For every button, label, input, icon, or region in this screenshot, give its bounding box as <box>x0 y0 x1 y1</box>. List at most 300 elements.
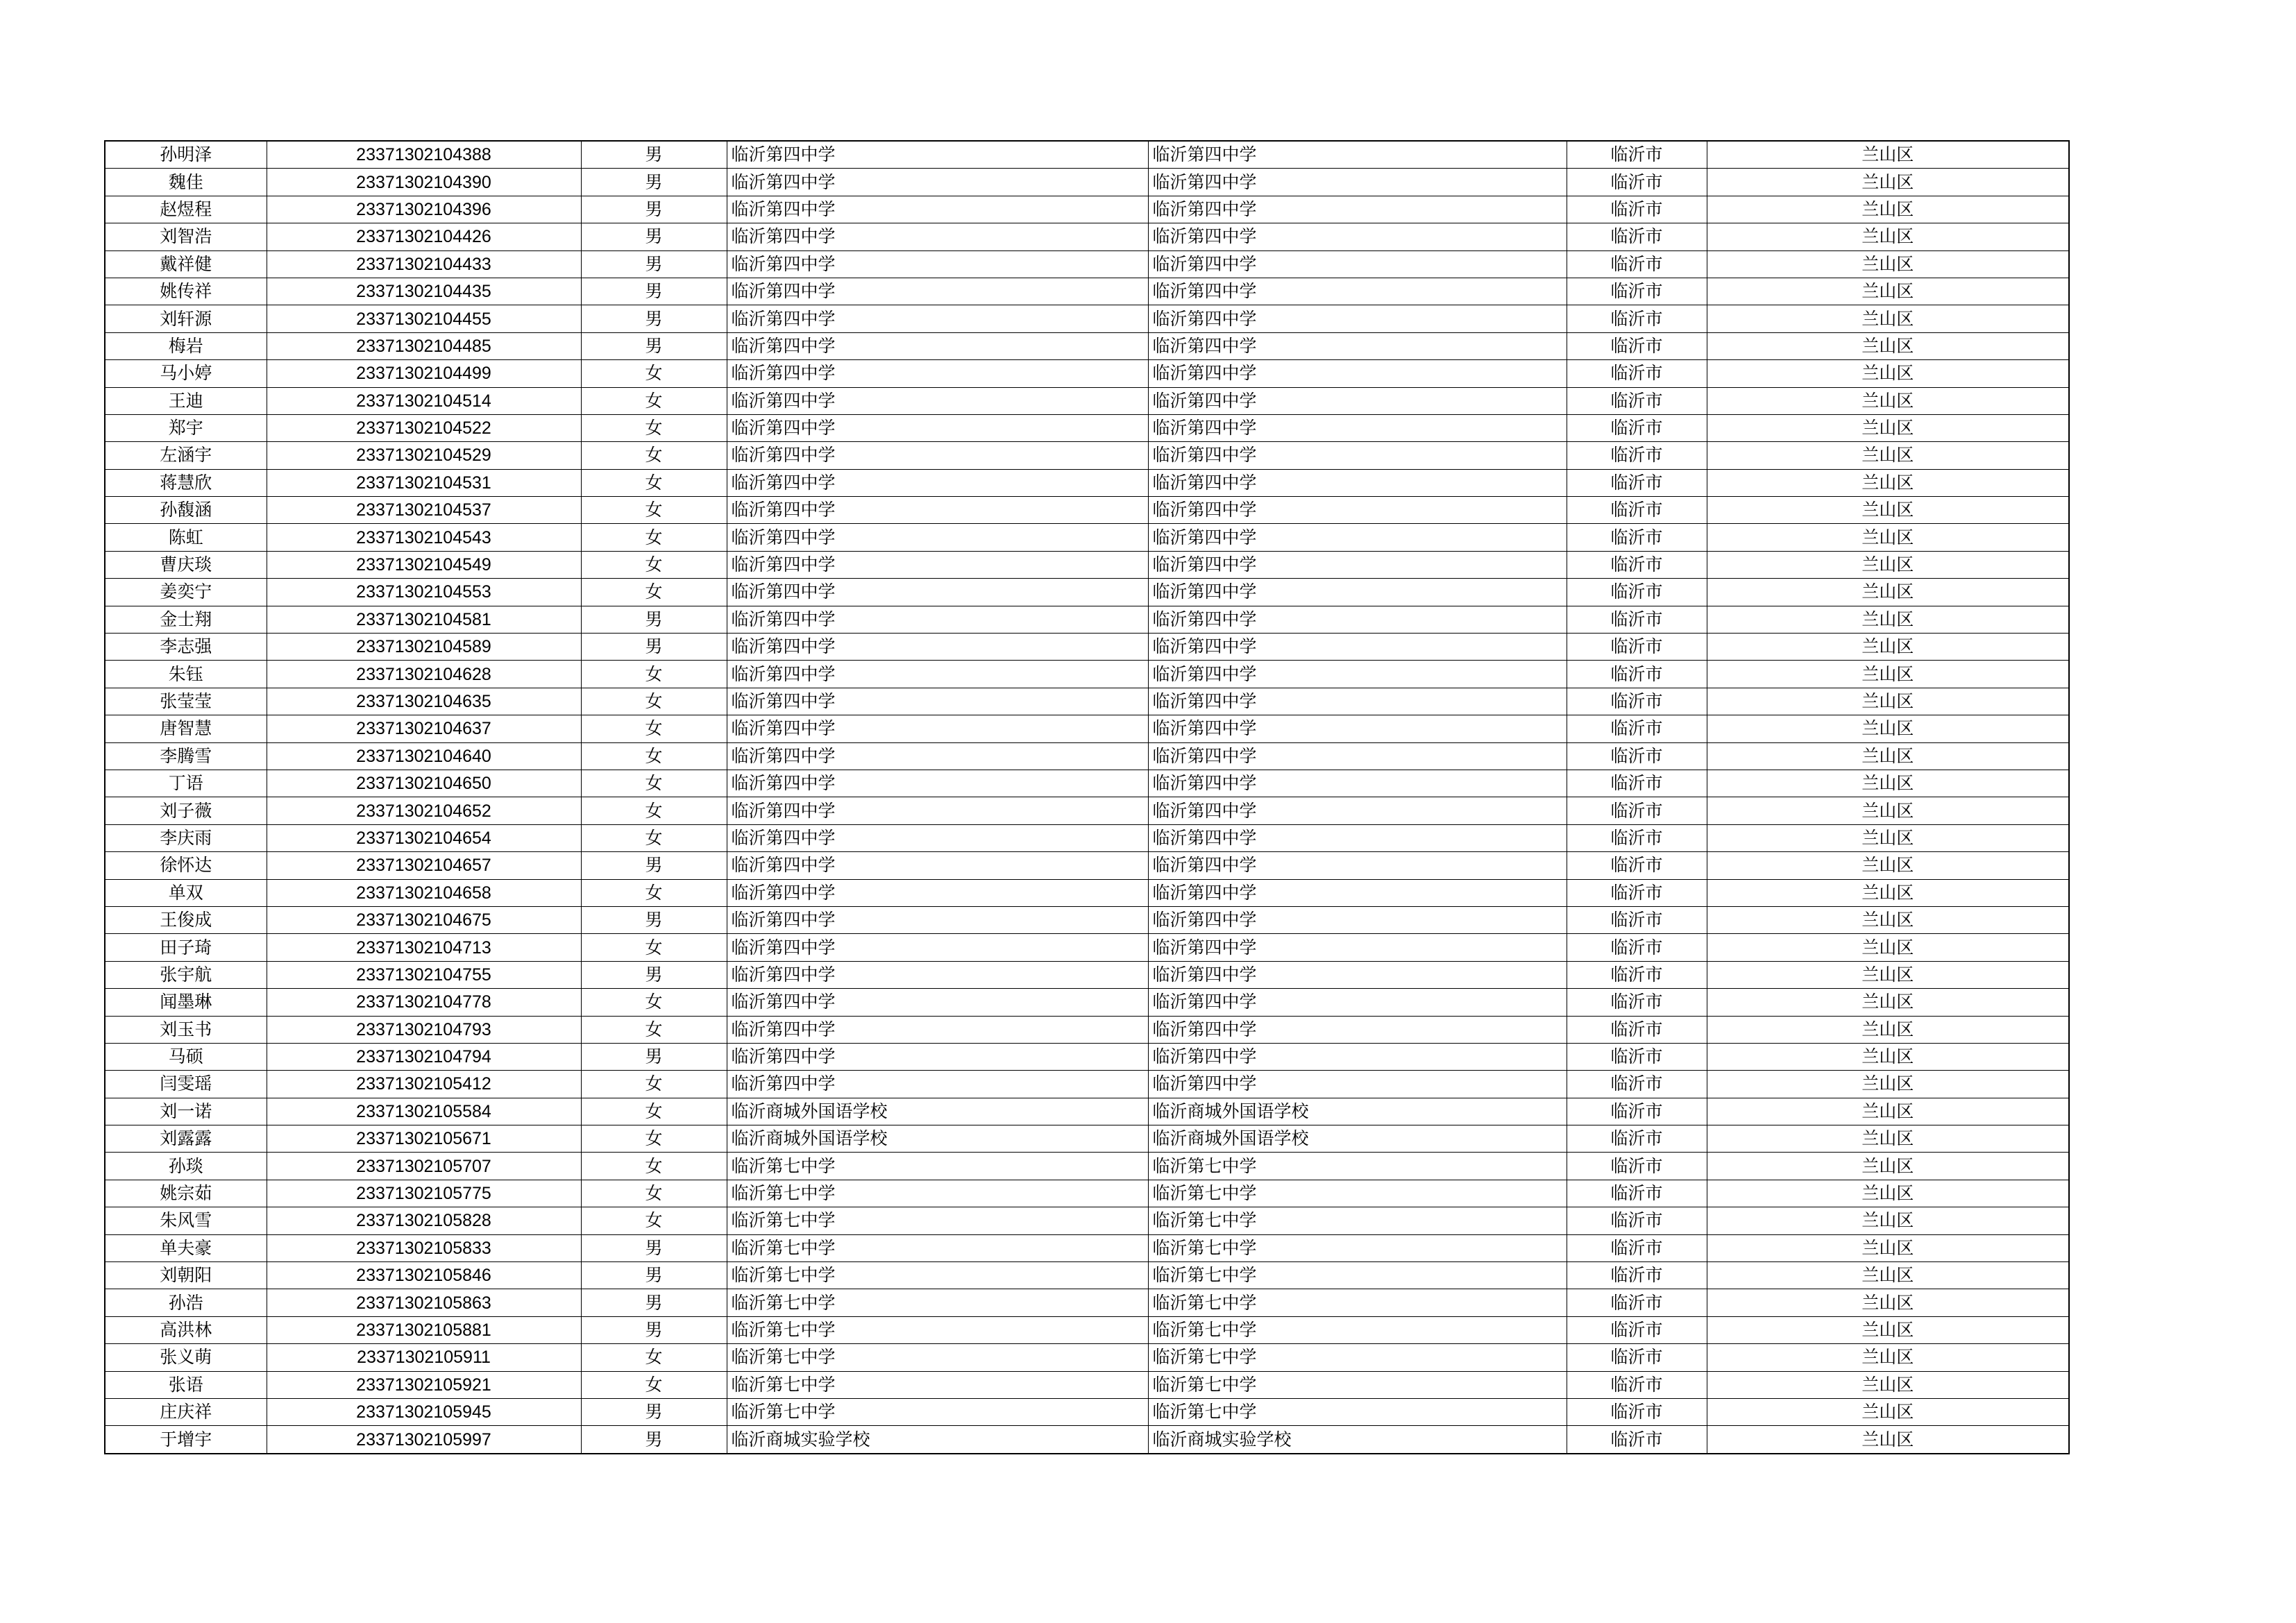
city-cell: 临沂市 <box>1567 770 1707 797</box>
district-cell: 兰山区 <box>1707 824 2069 851</box>
student-name-cell: 庄庆祥 <box>105 1398 267 1425</box>
city-cell: 临沂市 <box>1567 1125 1707 1153</box>
gender-cell: 女 <box>581 989 727 1016</box>
exam-number-cell: 23371302104581 <box>267 606 581 633</box>
gender-cell: 男 <box>581 606 727 633</box>
exam-number-cell: 23371302104531 <box>267 469 581 496</box>
student-name-cell: 金士翔 <box>105 606 267 633</box>
district-cell: 兰山区 <box>1707 1344 2069 1371</box>
exam-number-cell: 23371302104755 <box>267 961 581 988</box>
registration-unit-cell: 临沂第四中学 <box>1148 169 1567 196</box>
registration-unit-cell: 临沂第四中学 <box>1148 634 1567 661</box>
district-cell: 兰山区 <box>1707 250 2069 278</box>
district-cell: 兰山区 <box>1707 1098 2069 1125</box>
gender-cell: 男 <box>581 332 727 359</box>
exam-number-cell: 23371302104537 <box>267 497 581 524</box>
district-cell: 兰山区 <box>1707 1371 2069 1398</box>
gender-cell: 男 <box>581 906 727 933</box>
student-name-cell: 王迪 <box>105 387 267 414</box>
exam-number-cell: 23371302104426 <box>267 223 581 250</box>
city-cell: 临沂市 <box>1567 1207 1707 1234</box>
school-cell: 临沂第四中学 <box>727 169 1148 196</box>
table-row <box>105 250 2069 278</box>
table-row <box>105 661 2069 688</box>
exam-number-cell: 23371302104388 <box>267 141 581 169</box>
registration-unit-cell: 临沂商城实验学校 <box>1148 1426 1567 1454</box>
school-cell: 临沂第七中学 <box>727 1344 1148 1371</box>
city-cell: 临沂市 <box>1567 661 1707 688</box>
exam-number-cell: 23371302104549 <box>267 551 581 578</box>
table-row <box>105 442 2069 469</box>
school-cell: 临沂第四中学 <box>727 715 1148 742</box>
student-name-cell: 张语 <box>105 1371 267 1398</box>
district-cell: 兰山区 <box>1707 414 2069 441</box>
gender-cell: 男 <box>581 1289 727 1316</box>
student-name-cell: 李志强 <box>105 634 267 661</box>
school-cell: 临沂第四中学 <box>727 196 1148 223</box>
student-name-cell: 朱风雪 <box>105 1207 267 1234</box>
exam-number-cell: 23371302104589 <box>267 634 581 661</box>
student-list-table <box>104 140 2070 1454</box>
table-row <box>105 961 2069 988</box>
school-cell: 临沂第四中学 <box>727 360 1148 387</box>
student-name-cell: 曹庆琰 <box>105 551 267 578</box>
city-cell: 临沂市 <box>1567 1016 1707 1043</box>
student-name-cell: 姚传祥 <box>105 278 267 305</box>
exam-number-cell: 23371302104553 <box>267 579 581 606</box>
registration-unit-cell: 临沂第四中学 <box>1148 661 1567 688</box>
registration-unit-cell: 临沂第四中学 <box>1148 961 1567 988</box>
student-name-cell: 孙明泽 <box>105 141 267 169</box>
student-name-cell: 田子琦 <box>105 934 267 961</box>
district-cell: 兰山区 <box>1707 1071 2069 1098</box>
exam-number-cell: 23371302105881 <box>267 1316 581 1343</box>
school-cell: 临沂第四中学 <box>727 852 1148 879</box>
table-row <box>105 469 2069 496</box>
student-name-cell: 王俊成 <box>105 906 267 933</box>
gender-cell: 男 <box>581 169 727 196</box>
table-row <box>105 934 2069 961</box>
student-name-cell: 陈虹 <box>105 524 267 551</box>
table-row <box>105 332 2069 359</box>
exam-number-cell: 23371302104455 <box>267 305 581 332</box>
gender-cell: 女 <box>581 524 727 551</box>
registration-unit-cell: 临沂第四中学 <box>1148 250 1567 278</box>
district-cell: 兰山区 <box>1707 442 2069 469</box>
registration-unit-cell: 临沂第四中学 <box>1148 852 1567 879</box>
city-cell: 临沂市 <box>1567 387 1707 414</box>
city-cell: 临沂市 <box>1567 1234 1707 1261</box>
table-row <box>105 169 2069 196</box>
school-cell: 临沂第四中学 <box>727 579 1148 606</box>
student-name-cell: 孙琰 <box>105 1153 267 1180</box>
registration-unit-cell: 临沂第七中学 <box>1148 1153 1567 1180</box>
city-cell: 临沂市 <box>1567 1398 1707 1425</box>
student-name-cell: 于增宇 <box>105 1426 267 1454</box>
district-cell: 兰山区 <box>1707 1316 2069 1343</box>
district-cell: 兰山区 <box>1707 1016 2069 1043</box>
registration-unit-cell: 临沂第四中学 <box>1148 606 1567 633</box>
district-cell: 兰山区 <box>1707 906 2069 933</box>
table-row <box>105 1316 2069 1343</box>
district-cell: 兰山区 <box>1707 934 2069 961</box>
table-row <box>105 852 2069 879</box>
city-cell: 临沂市 <box>1567 250 1707 278</box>
city-cell: 临沂市 <box>1567 824 1707 851</box>
city-cell: 临沂市 <box>1567 141 1707 169</box>
exam-number-cell: 23371302105584 <box>267 1098 581 1125</box>
student-name-cell: 马小婷 <box>105 360 267 387</box>
gender-cell: 女 <box>581 442 727 469</box>
school-cell: 临沂第七中学 <box>727 1153 1148 1180</box>
table-row <box>105 1398 2069 1425</box>
student-name-cell: 李腾雪 <box>105 742 267 770</box>
school-cell: 临沂商城外国语学校 <box>727 1098 1148 1125</box>
school-cell: 临沂第四中学 <box>727 442 1148 469</box>
school-cell: 临沂第四中学 <box>727 141 1148 169</box>
registration-unit-cell: 临沂第四中学 <box>1148 332 1567 359</box>
registration-unit-cell: 临沂第四中学 <box>1148 1016 1567 1043</box>
district-cell: 兰山区 <box>1707 223 2069 250</box>
registration-unit-cell: 临沂第四中学 <box>1148 223 1567 250</box>
exam-number-cell: 23371302104675 <box>267 906 581 933</box>
table-row <box>105 1153 2069 1180</box>
student-name-cell: 唐智慧 <box>105 715 267 742</box>
city-cell: 临沂市 <box>1567 715 1707 742</box>
school-cell: 临沂第四中学 <box>727 606 1148 633</box>
registration-unit-cell: 临沂第七中学 <box>1148 1316 1567 1343</box>
gender-cell: 女 <box>581 1125 727 1153</box>
city-cell: 临沂市 <box>1567 906 1707 933</box>
city-cell: 临沂市 <box>1567 278 1707 305</box>
student-name-cell: 丁语 <box>105 770 267 797</box>
district-cell: 兰山区 <box>1707 1043 2069 1070</box>
table-row <box>105 688 2069 715</box>
exam-number-cell: 23371302104485 <box>267 332 581 359</box>
table-row <box>105 1098 2069 1125</box>
registration-unit-cell: 临沂第四中学 <box>1148 906 1567 933</box>
exam-number-cell: 23371302104713 <box>267 934 581 961</box>
exam-number-cell: 23371302104514 <box>267 387 581 414</box>
gender-cell: 男 <box>581 852 727 879</box>
gender-cell: 女 <box>581 1180 727 1207</box>
gender-cell: 男 <box>581 305 727 332</box>
school-cell: 临沂第四中学 <box>727 879 1148 906</box>
school-cell: 临沂第七中学 <box>727 1398 1148 1425</box>
district-cell: 兰山区 <box>1707 742 2069 770</box>
school-cell: 临沂第四中学 <box>727 906 1148 933</box>
gender-cell: 女 <box>581 1153 727 1180</box>
table-row <box>105 742 2069 770</box>
exam-number-cell: 23371302104522 <box>267 414 581 441</box>
gender-cell: 女 <box>581 360 727 387</box>
district-cell: 兰山区 <box>1707 332 2069 359</box>
exam-number-cell: 23371302104778 <box>267 989 581 1016</box>
school-cell: 临沂第四中学 <box>727 1043 1148 1070</box>
student-name-cell: 左涵宇 <box>105 442 267 469</box>
student-name-cell: 姜奕宁 <box>105 579 267 606</box>
registration-unit-cell: 临沂第四中学 <box>1148 934 1567 961</box>
gender-cell: 女 <box>581 715 727 742</box>
registration-unit-cell: 临沂商城外国语学校 <box>1148 1125 1567 1153</box>
district-cell: 兰山区 <box>1707 606 2069 633</box>
district-cell: 兰山区 <box>1707 1207 2069 1234</box>
registration-unit-cell: 临沂第四中学 <box>1148 579 1567 606</box>
registration-unit-cell: 临沂第四中学 <box>1148 524 1567 551</box>
student-name-cell: 刘朝阳 <box>105 1262 267 1289</box>
gender-cell: 男 <box>581 1043 727 1070</box>
district-cell: 兰山区 <box>1707 634 2069 661</box>
district-cell: 兰山区 <box>1707 1289 2069 1316</box>
city-cell: 临沂市 <box>1567 497 1707 524</box>
student-name-cell: 刘一诺 <box>105 1098 267 1125</box>
registration-unit-cell: 临沂第四中学 <box>1148 824 1567 851</box>
student-name-cell: 魏佳 <box>105 169 267 196</box>
exam-number-cell: 23371302105833 <box>267 1234 581 1261</box>
district-cell: 兰山区 <box>1707 879 2069 906</box>
student-name-cell: 朱钰 <box>105 661 267 688</box>
exam-number-cell: 23371302105775 <box>267 1180 581 1207</box>
district-cell: 兰山区 <box>1707 169 2069 196</box>
registration-unit-cell: 临沂第七中学 <box>1148 1289 1567 1316</box>
exam-number-cell: 23371302105863 <box>267 1289 581 1316</box>
table-row <box>105 634 2069 661</box>
school-cell: 临沂第四中学 <box>727 634 1148 661</box>
registration-unit-cell: 临沂第七中学 <box>1148 1344 1567 1371</box>
gender-cell: 女 <box>581 1344 727 1371</box>
exam-number-cell: 23371302105707 <box>267 1153 581 1180</box>
gender-cell: 女 <box>581 1016 727 1043</box>
registration-unit-cell: 临沂第四中学 <box>1148 1043 1567 1070</box>
registration-unit-cell: 临沂第四中学 <box>1148 879 1567 906</box>
exam-number-cell: 23371302104390 <box>267 169 581 196</box>
gender-cell: 女 <box>581 1098 727 1125</box>
city-cell: 临沂市 <box>1567 551 1707 578</box>
school-cell: 临沂第七中学 <box>727 1289 1148 1316</box>
table-row <box>105 606 2069 633</box>
exam-number-cell: 23371302104543 <box>267 524 581 551</box>
gender-cell: 女 <box>581 469 727 496</box>
registration-unit-cell: 临沂第四中学 <box>1148 797 1567 824</box>
gender-cell: 女 <box>581 1071 727 1098</box>
gender-cell: 女 <box>581 797 727 824</box>
gender-cell: 男 <box>581 1398 727 1425</box>
gender-cell: 女 <box>581 934 727 961</box>
district-cell: 兰山区 <box>1707 579 2069 606</box>
school-cell: 临沂第四中学 <box>727 469 1148 496</box>
registration-unit-cell: 临沂第四中学 <box>1148 469 1567 496</box>
registration-unit-cell: 临沂第四中学 <box>1148 989 1567 1016</box>
gender-cell: 女 <box>581 1207 727 1234</box>
gender-cell: 女 <box>581 1371 727 1398</box>
gender-cell: 女 <box>581 551 727 578</box>
student-name-cell: 刘子薇 <box>105 797 267 824</box>
registration-unit-cell: 临沂第四中学 <box>1148 688 1567 715</box>
city-cell: 临沂市 <box>1567 1071 1707 1098</box>
city-cell: 临沂市 <box>1567 223 1707 250</box>
school-cell: 临沂第四中学 <box>727 661 1148 688</box>
city-cell: 临沂市 <box>1567 1316 1707 1343</box>
district-cell: 兰山区 <box>1707 989 2069 1016</box>
school-cell: 临沂商城外国语学校 <box>727 1125 1148 1153</box>
gender-cell: 男 <box>581 141 727 169</box>
table-body <box>105 141 2069 1454</box>
district-cell: 兰山区 <box>1707 551 2069 578</box>
district-cell: 兰山区 <box>1707 715 2069 742</box>
district-cell: 兰山区 <box>1707 1398 2069 1425</box>
school-cell: 临沂第四中学 <box>727 551 1148 578</box>
exam-number-cell: 23371302104433 <box>267 250 581 278</box>
district-cell: 兰山区 <box>1707 1262 2069 1289</box>
district-cell: 兰山区 <box>1707 360 2069 387</box>
table-row <box>105 1426 2069 1454</box>
student-name-cell: 蒋慧欣 <box>105 469 267 496</box>
district-cell: 兰山区 <box>1707 688 2069 715</box>
city-cell: 临沂市 <box>1567 852 1707 879</box>
school-cell: 临沂第四中学 <box>727 824 1148 851</box>
city-cell: 临沂市 <box>1567 688 1707 715</box>
city-cell: 临沂市 <box>1567 742 1707 770</box>
gender-cell: 男 <box>581 1234 727 1261</box>
student-name-cell: 单双 <box>105 879 267 906</box>
registration-unit-cell: 临沂第七中学 <box>1148 1398 1567 1425</box>
school-cell: 临沂第四中学 <box>727 1016 1148 1043</box>
table-row <box>105 223 2069 250</box>
exam-number-cell: 23371302104793 <box>267 1016 581 1043</box>
registration-unit-cell: 临沂第七中学 <box>1148 1371 1567 1398</box>
registration-unit-cell: 临沂第七中学 <box>1148 1207 1567 1234</box>
table-row <box>105 524 2069 551</box>
district-cell: 兰山区 <box>1707 524 2069 551</box>
district-cell: 兰山区 <box>1707 1153 2069 1180</box>
gender-cell: 男 <box>581 278 727 305</box>
gender-cell: 女 <box>581 414 727 441</box>
table-row <box>105 497 2069 524</box>
registration-unit-cell: 临沂第四中学 <box>1148 278 1567 305</box>
school-cell: 临沂第四中学 <box>727 797 1148 824</box>
exam-number-cell: 23371302105945 <box>267 1398 581 1425</box>
gender-cell: 男 <box>581 250 727 278</box>
exam-number-cell: 23371302104396 <box>267 196 581 223</box>
exam-number-cell: 23371302104499 <box>267 360 581 387</box>
student-name-cell: 张宇航 <box>105 961 267 988</box>
district-cell: 兰山区 <box>1707 497 2069 524</box>
district-cell: 兰山区 <box>1707 305 2069 332</box>
table-row <box>105 1043 2069 1070</box>
table-row <box>105 579 2069 606</box>
school-cell: 临沂第四中学 <box>727 332 1148 359</box>
exam-number-cell: 23371302104435 <box>267 278 581 305</box>
table-row <box>105 1234 2069 1261</box>
city-cell: 临沂市 <box>1567 524 1707 551</box>
district-cell: 兰山区 <box>1707 1234 2069 1261</box>
student-name-cell: 单夫豪 <box>105 1234 267 1261</box>
table-row <box>105 824 2069 851</box>
registration-unit-cell: 临沂第七中学 <box>1148 1262 1567 1289</box>
student-name-cell: 刘露露 <box>105 1125 267 1153</box>
exam-number-cell: 23371302105921 <box>267 1371 581 1398</box>
table-row <box>105 797 2069 824</box>
gender-cell: 男 <box>581 196 727 223</box>
student-name-cell: 刘玉书 <box>105 1016 267 1043</box>
gender-cell: 男 <box>581 223 727 250</box>
exam-number-cell: 23371302104658 <box>267 879 581 906</box>
city-cell: 临沂市 <box>1567 934 1707 961</box>
city-cell: 临沂市 <box>1567 196 1707 223</box>
school-cell: 临沂第四中学 <box>727 524 1148 551</box>
exam-number-cell: 23371302104529 <box>267 442 581 469</box>
table-row <box>105 1344 2069 1371</box>
city-cell: 临沂市 <box>1567 1426 1707 1454</box>
student-name-cell: 闫雯瑶 <box>105 1071 267 1098</box>
school-cell: 临沂第七中学 <box>727 1207 1148 1234</box>
exam-number-cell: 23371302104640 <box>267 742 581 770</box>
student-name-cell: 赵煜程 <box>105 196 267 223</box>
exam-number-cell: 23371302104650 <box>267 770 581 797</box>
gender-cell: 女 <box>581 579 727 606</box>
city-cell: 临沂市 <box>1567 305 1707 332</box>
school-cell: 临沂第四中学 <box>727 934 1148 961</box>
city-cell: 临沂市 <box>1567 579 1707 606</box>
exam-number-cell: 23371302104794 <box>267 1043 581 1070</box>
district-cell: 兰山区 <box>1707 196 2069 223</box>
city-cell: 临沂市 <box>1567 1289 1707 1316</box>
table-row <box>105 1125 2069 1153</box>
table-row <box>105 278 2069 305</box>
student-name-cell: 刘轩源 <box>105 305 267 332</box>
district-cell: 兰山区 <box>1707 1426 2069 1454</box>
table-row <box>105 414 2069 441</box>
registration-unit-cell: 临沂第四中学 <box>1148 196 1567 223</box>
school-cell: 临沂第四中学 <box>727 250 1148 278</box>
school-cell: 临沂第七中学 <box>727 1316 1148 1343</box>
district-cell: 兰山区 <box>1707 141 2069 169</box>
city-cell: 临沂市 <box>1567 1371 1707 1398</box>
school-cell: 临沂第七中学 <box>727 1234 1148 1261</box>
registration-unit-cell: 临沂第四中学 <box>1148 414 1567 441</box>
city-cell: 临沂市 <box>1567 360 1707 387</box>
registration-unit-cell: 临沂第四中学 <box>1148 497 1567 524</box>
city-cell: 临沂市 <box>1567 332 1707 359</box>
district-cell: 兰山区 <box>1707 469 2069 496</box>
district-cell: 兰山区 <box>1707 961 2069 988</box>
table-row <box>105 715 2069 742</box>
city-cell: 临沂市 <box>1567 1262 1707 1289</box>
school-cell: 临沂商城实验学校 <box>727 1426 1148 1454</box>
student-name-cell: 高洪林 <box>105 1316 267 1343</box>
city-cell: 临沂市 <box>1567 169 1707 196</box>
district-cell: 兰山区 <box>1707 661 2069 688</box>
district-cell: 兰山区 <box>1707 770 2069 797</box>
district-cell: 兰山区 <box>1707 278 2069 305</box>
registration-unit-cell: 临沂第四中学 <box>1148 770 1567 797</box>
exam-number-cell: 23371302105911 <box>267 1344 581 1371</box>
gender-cell: 女 <box>581 497 727 524</box>
gender-cell: 女 <box>581 879 727 906</box>
school-cell: 临沂第四中学 <box>727 770 1148 797</box>
city-cell: 临沂市 <box>1567 634 1707 661</box>
gender-cell: 男 <box>581 1316 727 1343</box>
district-cell: 兰山区 <box>1707 852 2069 879</box>
registration-unit-cell: 临沂第四中学 <box>1148 141 1567 169</box>
district-cell: 兰山区 <box>1707 387 2069 414</box>
table-row <box>105 1071 2069 1098</box>
student-name-cell: 姚宗茹 <box>105 1180 267 1207</box>
exam-number-cell: 23371302104635 <box>267 688 581 715</box>
school-cell: 临沂第四中学 <box>727 497 1148 524</box>
city-cell: 临沂市 <box>1567 1043 1707 1070</box>
school-cell: 临沂第四中学 <box>727 223 1148 250</box>
